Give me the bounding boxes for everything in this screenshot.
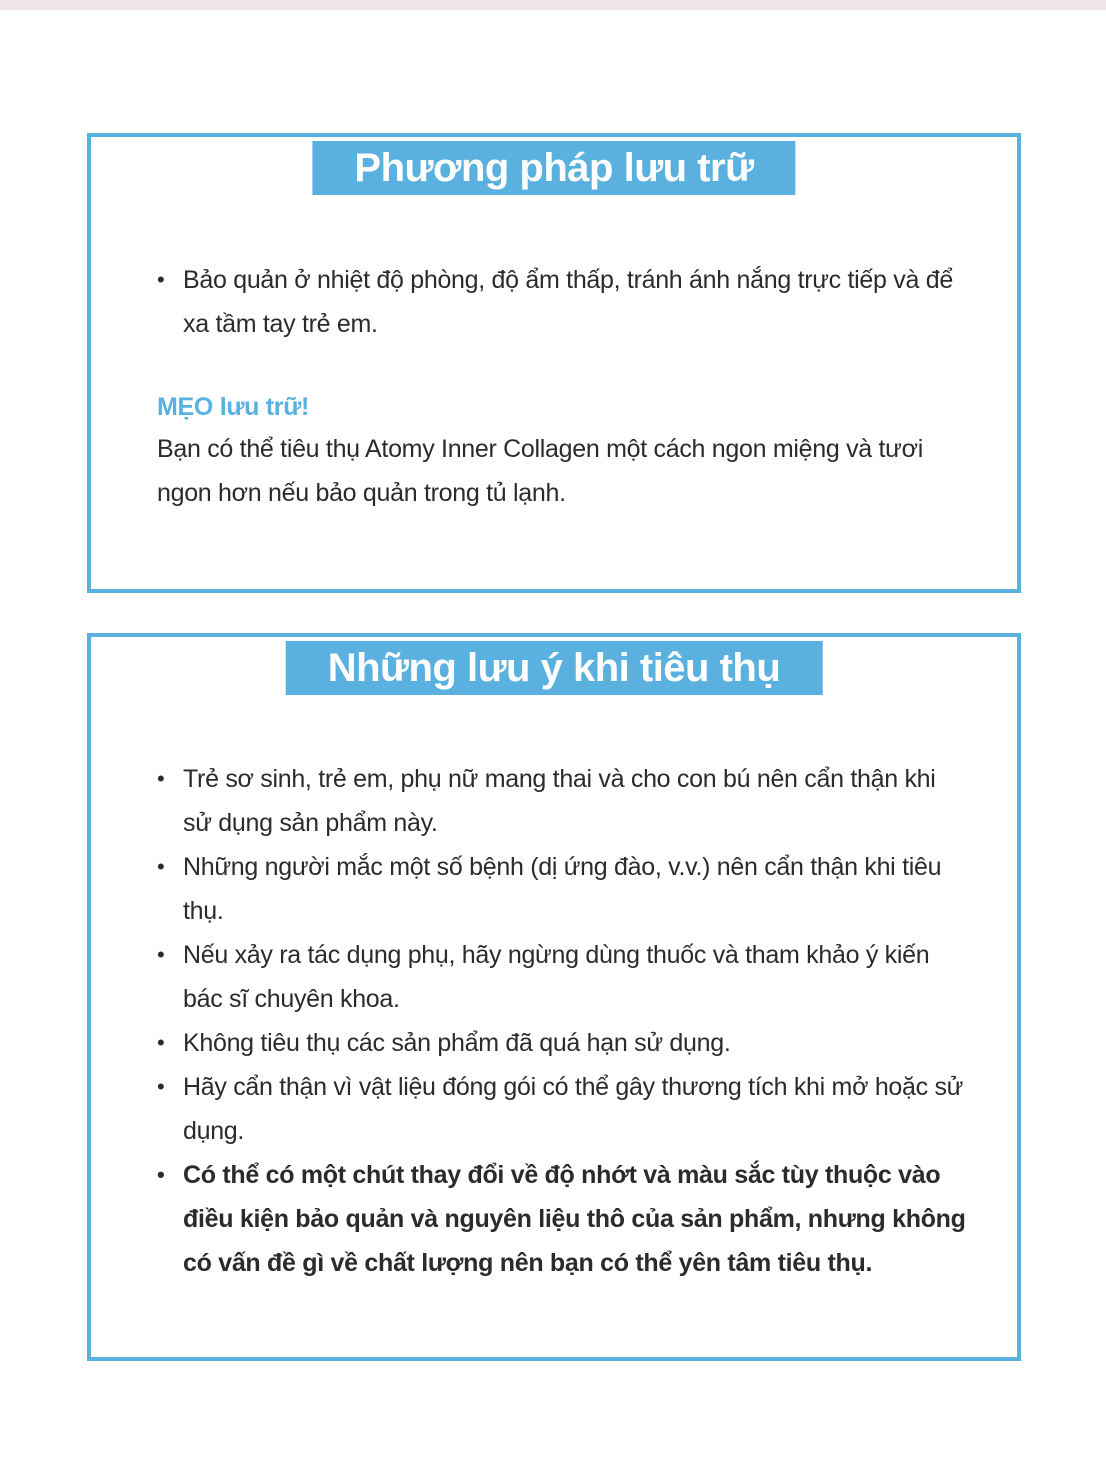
tip-title: MẸO lưu trữ! xyxy=(157,393,310,421)
tip-text: Bạn có thể tiêu thụ Atomy Inner Collagen một cách ngon miệng và tươi ngon hơn nếu bảo quản trong tủ lạnh. xyxy=(157,435,923,507)
precaution-item: • Những người mắc một số bệnh (dị ứng đào, v.v.) nên cẩn thận khi tiêu thụ. xyxy=(157,845,967,933)
precautions-title: Những lưu ý khi tiêu thụ xyxy=(286,641,823,695)
precaution-item: • Hãy cẩn thận vì vật liệu đóng gói có thể gây thương tích khi mở hoặc sử dụng. xyxy=(157,1065,967,1153)
storage-tip xyxy=(157,387,957,515)
storage-list xyxy=(157,258,957,346)
storage-title: Phương pháp lưu trữ xyxy=(312,141,795,195)
precautions-list xyxy=(157,757,967,1285)
precaution-item: • Không tiêu thụ các sản phẩm đã quá hạn sử dụng. xyxy=(157,1021,967,1065)
storage-panel xyxy=(87,133,1021,593)
precautions-panel xyxy=(87,633,1021,1361)
precaution-item: • Trẻ sơ sinh, trẻ em, phụ nữ mang thai và cho con bú nên cẩn thận khi sử dụng sản phẩm này. xyxy=(157,757,967,845)
precaution-item: • Có thể có một chút thay đổi về độ nhớt và màu sắc tùy thuộc vào điều kiện bảo quản và nguyên liệu thô của sản phẩm, nhưng không có vấn đề gì về chất lượng nên bạn có thể yên tâm tiêu thụ. xyxy=(157,1153,967,1285)
storage-bullet: • Bảo quản ở nhiệt độ phòng, độ ẩm thấp, tránh ánh nắng trực tiếp và để xa tầm tay trẻ em. xyxy=(157,258,957,346)
precaution-item: • Nếu xảy ra tác dụng phụ, hãy ngừng dùng thuốc và tham khảo ý kiến bác sĩ chuyên khoa. xyxy=(157,933,967,1021)
top-band xyxy=(0,0,1106,10)
